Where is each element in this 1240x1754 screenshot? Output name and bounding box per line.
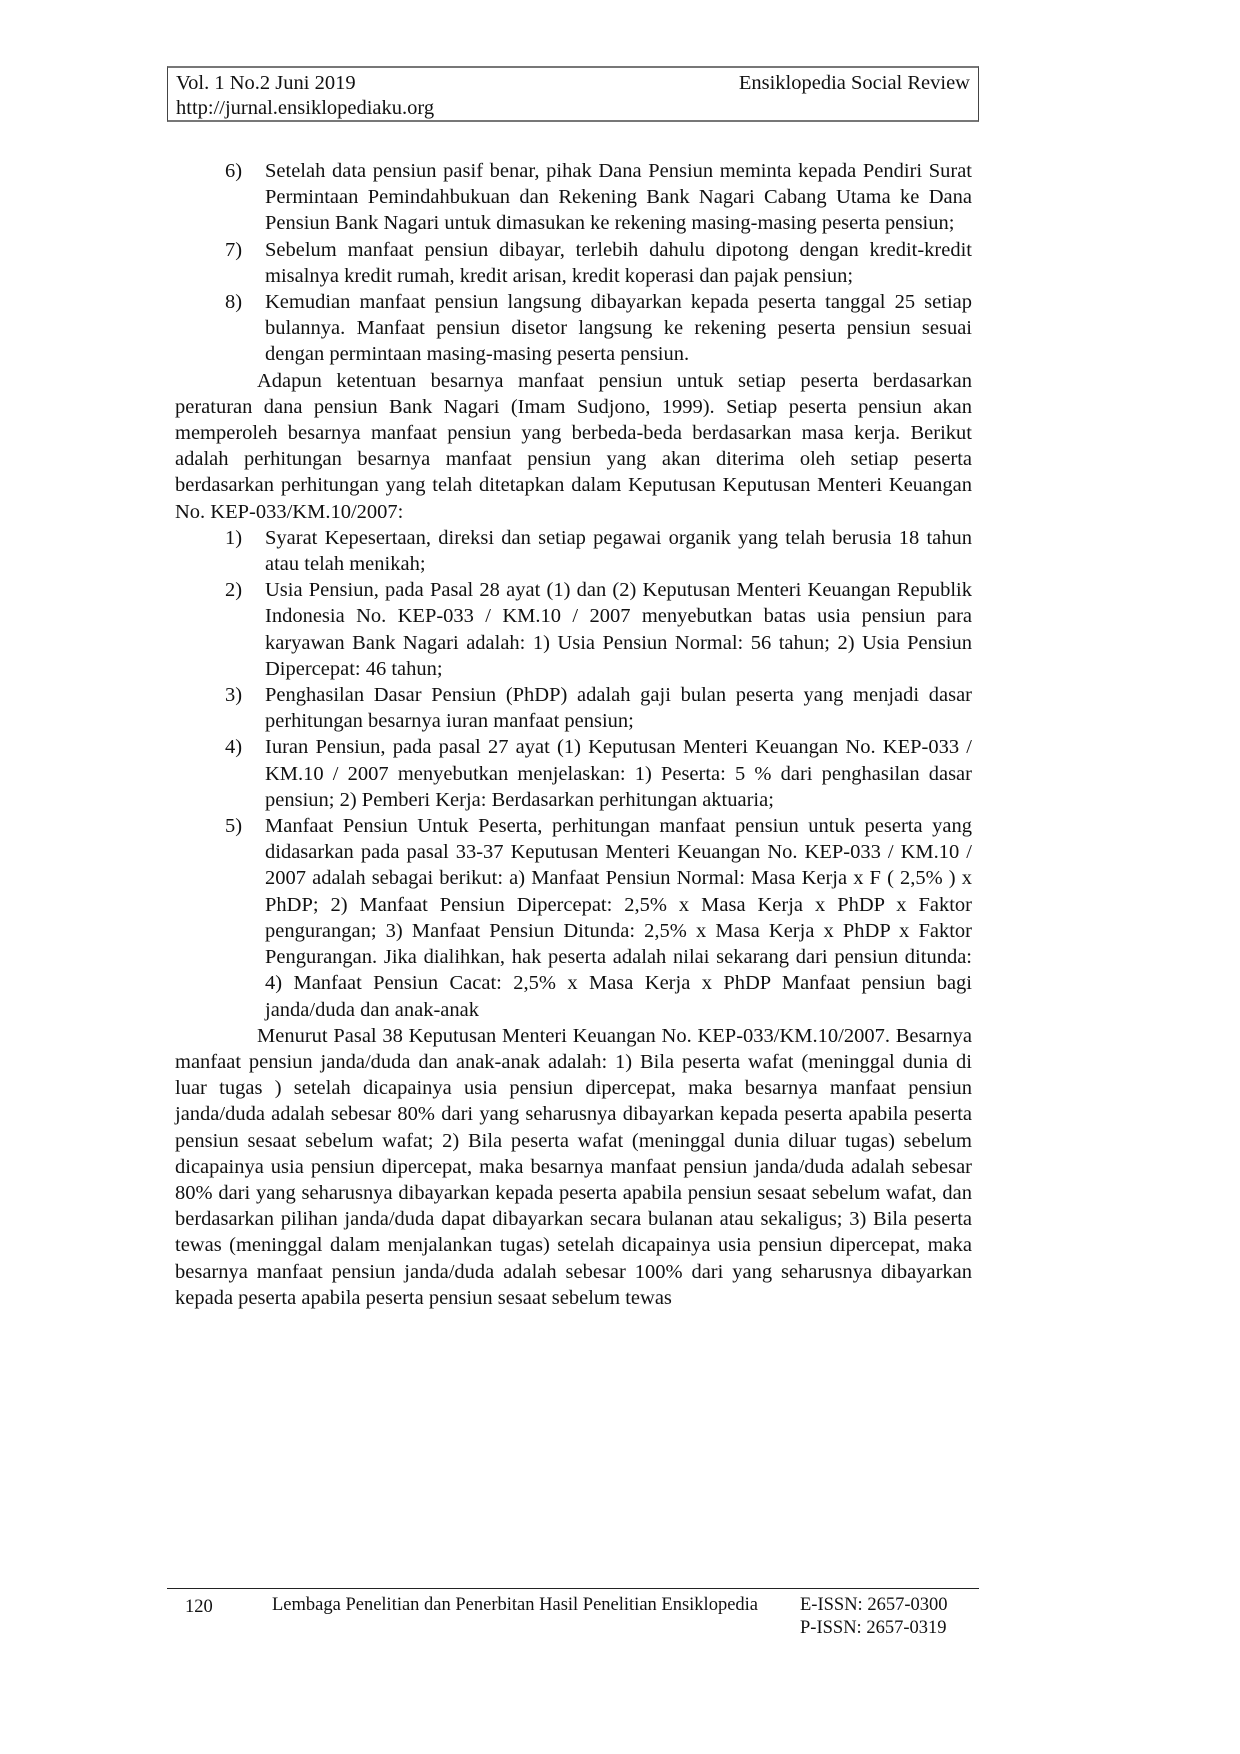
journal-name: Ensiklopedia Social Review [738, 72, 970, 94]
page-body [175, 158, 972, 1311]
list-number: 8) [225, 291, 243, 314]
list-item [175, 577, 972, 682]
list-text: Usia Pensiun, pada Pasal 28 ayat (1) dan (2) Keputusan Menteri Keuangan Republik Indonesia No. KEP-033 / KM.10 / 2007 menyebutkan batas usia pensiun para karyawan Bank Nagari adalah: 1) Usia Pensiun Normal: 56 tahun; 2) Usia Pensiun Dipercepat: 46 tahun; [265, 579, 972, 680]
footer-divider [167, 1588, 979, 1589]
list-text: Kemudian manfaat pensiun langsung dibayarkan kepada peserta tanggal 25 setiap bulannya. Manfaat pensiun disetor langsung ke rekening peserta pensiun sesuai dengan permintaan masing-masing peserta pensiun. [265, 291, 972, 366]
list-text: Manfaat Pensiun Untuk Peserta, perhitungan manfaat pensiun untuk peserta yang didasarkan pada pasal 33-37 Keputusan Menteri Keuangan No. KEP-033 / KM.10 / 2007 adalah sebagai berikut: a) Manfaat Pensiun Normal: Masa Kerja x F ( 2,5% ) x PhDP; 2) Manfaat Pensiun Dipercepat: 2,5% x Masa Kerja x PhDP x Faktor pengurangan; 3) Manfaat Pensiun Ditunda: 2,5% x Masa Kerja x PhDP x Faktor Pengurangan. Jika dialihkan, hak peserta adalah nilai sekarang dari pensiun ditunda: 4) Manfaat Pensiun Cacat: 2,5% x Masa Kerja x PhDP Manfaat pensiun bagi janda/duda dan anak-anak [265, 815, 972, 1021]
list-text: Syarat Kepesertaan, direksi dan setiap pegawai organik yang telah berusia 18 tahun atau telah menikah; [265, 526, 972, 576]
list-number: 7) [225, 238, 243, 261]
list-number: 6) [225, 160, 243, 182]
list-item [175, 289, 972, 368]
paragraph: Menurut Pasal 38 Keputusan Menteri Keuangan No. KEP-033/KM.10/2007. Besarnya manfaat pensiun janda/duda dan anak-anak adalah: 1) Bila peserta wafat (meninggal dunia di luar tugas ) setelah dicapainya usia pensiun dipercepat, maka besarnya manfaat pensiun janda/duda adalah sebesar 80% dari yang seharusnya dibayarkan kepada peserta apabila peserta pensiun sesaat sebelum wafat; 2) Bila peserta wafat (meninggal dunia diluar tugas) sebelum dicapainya usia pensiun dipercepat, maka besarnya manfaat pensiun janda/duda adalah sebesar 80% dari yang seharusnya dibayarkan kepada peserta apabila pensiun sesaat sebelum wafat, dan berdasarkan pilihan janda/duda dapat dibayarkan secara bulanan atau sekaligus; 3) Bila peserta tewas (meninggal dalam menjalankan tugas) setelah dicapainya usia pensiun dipercepat, maka besarnya manfaat pensiun janda/duda adalah sebesar 100% dari yang seharusnya dibayarkan kepada peserta apabila peserta pensiun sesaat sebelum tewas [175, 1024, 972, 1309]
list-item [175, 813, 972, 1023]
list-item [175, 682, 972, 734]
publisher-name: Lembaga Penelitian dan Penerbitan Hasil Penelitian Ensiklopedia [272, 1595, 759, 1615]
journal-url[interactable]: http://jurnal.ensiklopediaku.org [176, 97, 435, 119]
page-number: 120 [185, 1597, 213, 1617]
list-item [175, 158, 972, 237]
list-text: Iuran Pensiun, pada pasal 27 ayat (1) Keputusan Menteri Keuangan No. KEP-033 / KM.10 / 2007 menyebutkan menjelaskan: 1) Peserta: 5 % dari penghasilan dasar pensiun; 2) Pemberi Kerja: Berdasarkan perhitungan aktuaria; [265, 736, 972, 811]
list-number: 2) [225, 579, 243, 602]
list-item [175, 237, 972, 289]
list-number: 5) [225, 815, 243, 838]
list-number: 1) [225, 526, 243, 549]
e-issn: E-ISSN: 2657-0300 [800, 1595, 948, 1615]
running-header [167, 66, 979, 122]
paragraph: Adapun ketentuan besarnya manfaat pensiun untuk setiap peserta berdasarkan peraturan dana pensiun Bank Nagari (Imam Sudjono, 1999). Setiap peserta pensiun akan memperoleh besarnya manfaat pensiun yang berbeda-beda berdasarkan masa kerja. Berikut adalah perhitungan besarnya manfaat pensiun yang akan diterima oleh setiap peserta berdasarkan perhitungan yang telah ditetapkan dalam Keputusan Keputusan Menteri Keuangan No. KEP-033/KM.10/2007: [175, 369, 972, 523]
list-text: Setelah data pensiun pasif benar, pihak Dana Pensiun meminta kepada Pendiri Surat Permintaan Pemindahbukuan dan Rekening Bank Nagari Cabang Utama ke Dana Pensiun Bank Nagari untuk dimasukan ke rekening masing-masing peserta pensiun; [265, 160, 972, 235]
list-text: Sebelum manfaat pensiun dibayar, terlebih dahulu dipotong dengan kredit-kredit misalnya kredit rumah, kredit arisan, kredit koperasi dan pajak pensiun; [265, 238, 972, 287]
list-number: 4) [225, 736, 243, 759]
list-number: 3) [225, 684, 243, 707]
list-item [175, 525, 972, 577]
volume-issue: Vol. 1 No.2 Juni 2019 [176, 72, 356, 94]
p-issn: P-ISSN: 2657-0319 [800, 1618, 947, 1638]
list-text: Penghasilan Dasar Pensiun (PhDP) adalah gaji bulan peserta yang menjadi dasar perhitungan besarnya iuran manfaat pensiun; [265, 684, 972, 733]
list-item [175, 734, 972, 813]
